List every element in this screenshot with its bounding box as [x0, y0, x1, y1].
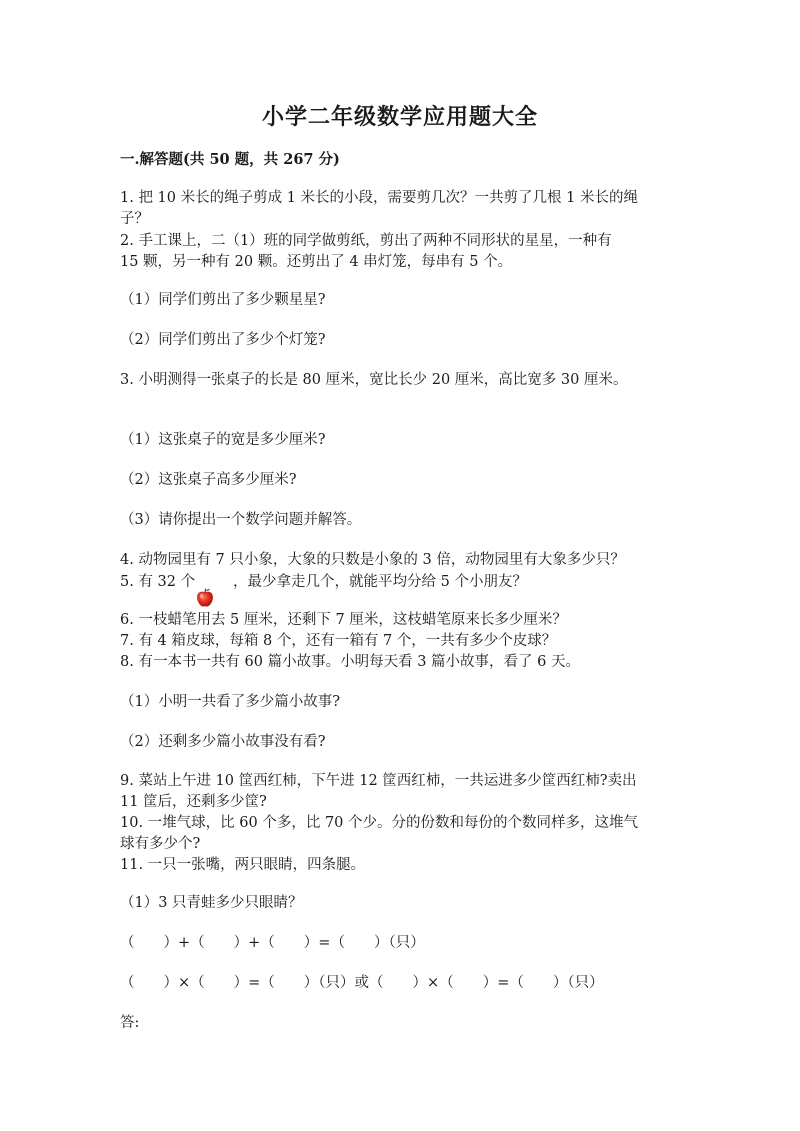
q11-line1: 11. 一只一张嘴，两只眼睛，四条腿。 [120, 857, 366, 873]
page-title: 小学二年级数学应用题大全 [261, 104, 538, 130]
q5-text-before: 5. 有 32 个 [120, 574, 196, 590]
section-heading: 一.解答题(共 50 题，共 267 分) [120, 151, 340, 168]
q5-text-after: ，最少拿走几个，就能平均分给 5 个小朋友？ [233, 574, 527, 590]
q11-equation1: （ ）+（ ）+（ ）=（ ）（只） [120, 935, 425, 951]
q3-sub2: （2）这张桌子高多少厘米? [120, 472, 297, 488]
q10-line1: 10. 一堆气球，比 60 个多，比 70 个少。分的份数和每份的个数同样多，这堆气 [120, 815, 639, 831]
apple-icon [193, 586, 217, 610]
q11-equation2: （ ）×（ ）=（ ）（只）或（ ）×（ ）=（ ）（只） [120, 975, 604, 991]
q7-text: 7. 有 4 箱皮球，每箱 8 个，还有一箱有 7 个，一共有多少个皮球？ [120, 633, 557, 649]
q3-sub3: （3）请你提出一个数学问题并解答。 [120, 512, 362, 528]
q9-line1: 9. 菜站上午进 10 筐西红柿，下午进 12 筐西红柿，一共运进多少筐西红柿?卖出 [120, 773, 637, 789]
q11-sub1: （1）3 只青蛙多少只眼睛？ [120, 895, 303, 911]
q4-text: 4. 动物园里有 7 只小象，大象的只数是小象的 3 倍，动物园里有大象多少只？ [120, 552, 625, 568]
q10-line2: 球有多少个? [120, 836, 201, 852]
q2-sub1: （1）同学们剪出了多少颗星星? [120, 292, 326, 308]
q2-line1: 2. 手工课上，二（1）班的同学做剪纸，剪出了两种不同形状的星星，一种有 [120, 233, 612, 249]
q1-line2: 子？ [120, 211, 149, 227]
q1-line1: 1. 把 10 米长的绳子剪成 1 米长的小段，需要剪几次？一共剪了几根 1 米长的绳 [120, 190, 638, 206]
q3-line1: 3. 小明测得一张桌子的长是 80 厘米，宽比长少 20 厘米，高比宽多 30 厘米。 [120, 372, 628, 388]
q8-sub2: （2）还剩多少篇小故事没有看? [120, 734, 326, 750]
q9-line2: 11 筐后，还剩多少筐? [120, 794, 267, 810]
q11-answer-label: 答: [120, 1015, 140, 1031]
q6-text: 6. 一枝蜡笔用去 5 厘米，还剩下 7 厘米，这枝蜡笔原来长多少厘米？ [120, 612, 567, 628]
q8-sub1: （1）小明一共看了多少篇小故事? [120, 694, 340, 710]
q2-sub2: （2）同学们剪出了多少个灯笼? [120, 332, 326, 348]
q8-line1: 8. 有一本书一共有 60 篇小故事。小明每天看 3 篇小故事，看了 6 天。 [120, 654, 580, 670]
q3-sub1: （1）这张桌子的宽是多少厘米? [120, 432, 326, 448]
q2-line2: 15 颗，另一种有 20 颗。还剪出了 4 串灯笼，每串有 5 个。 [120, 254, 513, 270]
